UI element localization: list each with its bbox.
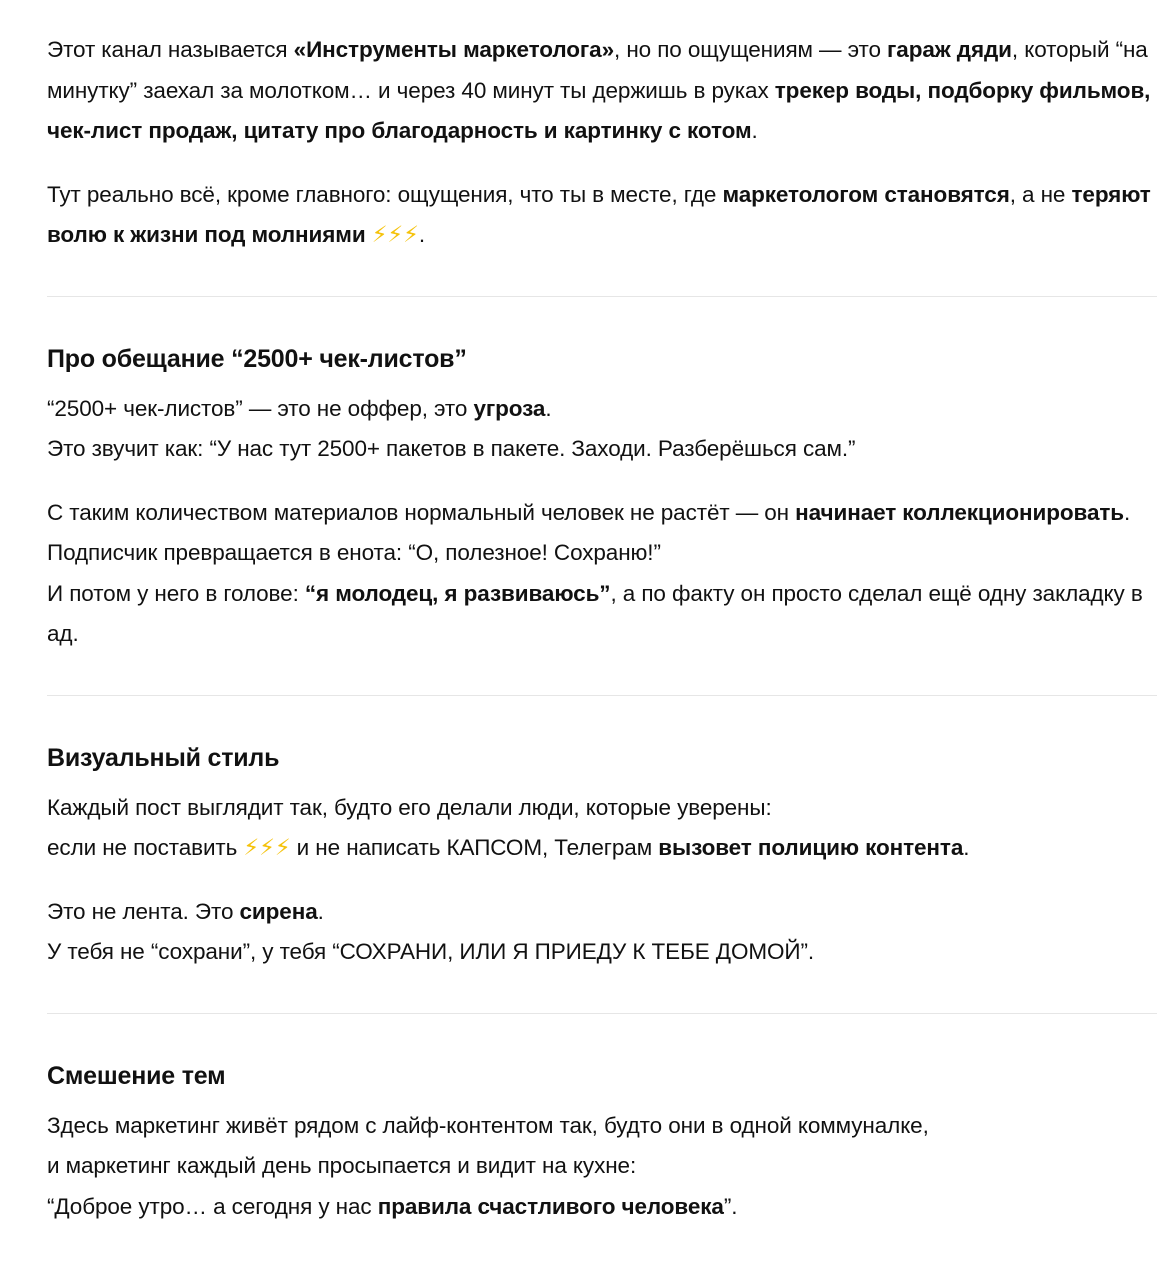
divider [47, 695, 1157, 696]
paragraph: “2500+ чек-листов” — это не оффер, это угроза. Это звучит как: “У нас тут 2500+ пакетов в пакете. Заходи. Разберёшься сам.” [47, 395, 856, 461]
section-topic-mix [47, 1056, 1157, 1228]
lightning-icon: ⚡⚡⚡ [243, 835, 291, 860]
paragraph: Здесь маркетинг живёт рядом с лайф-контентом так, будто они в одной коммуналке, и маркетинг каждый день просыпается и видит на кухне: “Доброе утро… а сегодня у нас правила счастливого человека”. [47, 1112, 929, 1219]
intro-paragraph-2: Тут реально всё, кроме главного: ощущения, что ты в месте, где маркетологом становятся, а не теряют волю к жизни под молниями ⚡⚡⚡. [47, 181, 1151, 247]
intro-paragraph-1: Этот канал называется «Инструменты маркетолога», но по ощущениям — это гараж дяди, который “на минутку” заехал за молотком… и через 40 минут ты держишь в руках трекер воды, подборку фильмов, чек-лист продаж, цитату про благодарность и картинку с котом. [47, 37, 1151, 143]
section-heading: Смешение тем [47, 1061, 226, 1090]
paragraph: С таким количеством материалов нормальный человек не растёт — он начинает коллекционировать. Подписчик превращается в енота: “О, полезное! Сохраню!” И потом у него в голове: “я молодец, я развиваюсь”, а по факту он просто сделал ещё одну закладку в ад. [47, 499, 1143, 646]
section-heading: Визуальный стиль [47, 743, 280, 772]
document-body [47, 30, 1157, 1227]
lightning-icon: ⚡⚡⚡ [371, 222, 419, 247]
paragraph: Это не лента. Это сирена. У тебя не “сохрани”, у тебя “СОХРАНИ, ИЛИ Я ПРИЕДУ К ТЕБЕ ДОМОЙ”. [47, 898, 815, 964]
divider [47, 296, 1157, 297]
section-promise [47, 339, 1157, 696]
divider [47, 1013, 1157, 1014]
section-visual-style [47, 738, 1157, 1014]
section-heading: Про обещание “2500+ чек-листов” [47, 344, 467, 373]
paragraph: Каждый пост выглядит так, будто его делали люди, которые уверены: если не поставить ⚡⚡⚡ и не написать КАПСОМ, Телеграм вызовет полицию контента. [47, 794, 970, 860]
channel-name: «Инструменты маркетолога» [293, 37, 615, 62]
